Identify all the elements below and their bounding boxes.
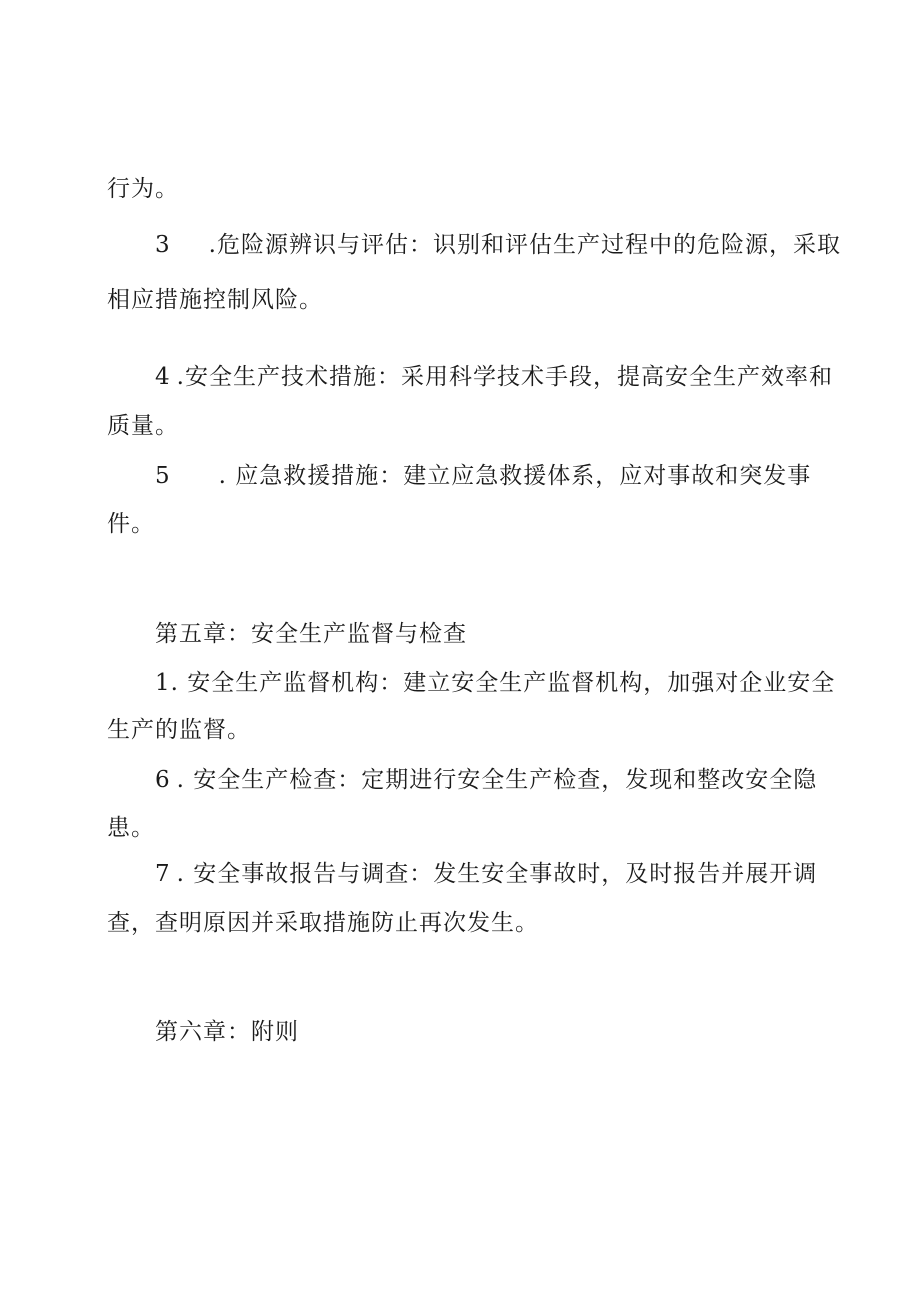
list-number: 3 [155, 232, 171, 258]
list-item-3-line-1 [155, 230, 841, 260]
text-line: . 安全生产检查：定期进行安全生产检查，发现和整改安全隐 [176, 767, 818, 793]
text-line: . 安全事故报告与调查：发生安全事故时，及时报告并展开调 [176, 861, 818, 887]
list-item-3-line-2 [107, 285, 323, 315]
heading-text: 第五章：安全生产监督与检查 [155, 621, 467, 647]
text-line: .安全生产技术措施：采用科学技术手段，提高安全生产效率和 [176, 364, 833, 390]
list-number: 7 [155, 861, 171, 887]
list-item-4-line-1 [155, 362, 833, 392]
text-line: 查，查明原因并采取措施防止再次发生。 [107, 910, 539, 936]
text-line: 质量。 [107, 413, 179, 439]
text-line: 行为。 [107, 176, 179, 202]
text-line: .危险源辨识与评估：识别和评估生产过程中的危险源，采取 [208, 232, 841, 258]
list-item-4-line-2 [107, 411, 179, 441]
text-line: 件。 [107, 511, 155, 537]
chapter-heading-5 [155, 619, 467, 649]
chapter-heading-6 [155, 1017, 299, 1047]
list-number: 4 [155, 364, 171, 390]
list-item-1-line-1 [155, 668, 835, 698]
list-item-6-line-1 [155, 765, 817, 795]
list-number: 6 [155, 767, 171, 793]
heading-text: 第六章：附则 [155, 1019, 299, 1045]
list-item-7-line-1 [155, 859, 817, 889]
list-number: 5 [155, 463, 171, 489]
list-item-5-line-2 [107, 509, 155, 539]
list-number: 1 [155, 670, 171, 696]
list-item-5-line-1 [155, 461, 811, 491]
list-item-1-line-2 [107, 715, 251, 745]
text-line: 相应措施控制风险。 [107, 287, 323, 313]
text-line: 生产的监督。 [107, 717, 251, 743]
text-line: . 安全生产监督机构：建立安全生产监督机构，加强对企业安全 [170, 670, 836, 696]
paragraph-continuation [107, 174, 179, 204]
text-line: . 应急救援措施：建立应急救援体系，应对事故和突发事 [218, 463, 812, 489]
list-item-7-line-2 [107, 908, 539, 938]
list-item-6-line-2 [107, 813, 155, 843]
text-line: 患。 [107, 815, 155, 841]
